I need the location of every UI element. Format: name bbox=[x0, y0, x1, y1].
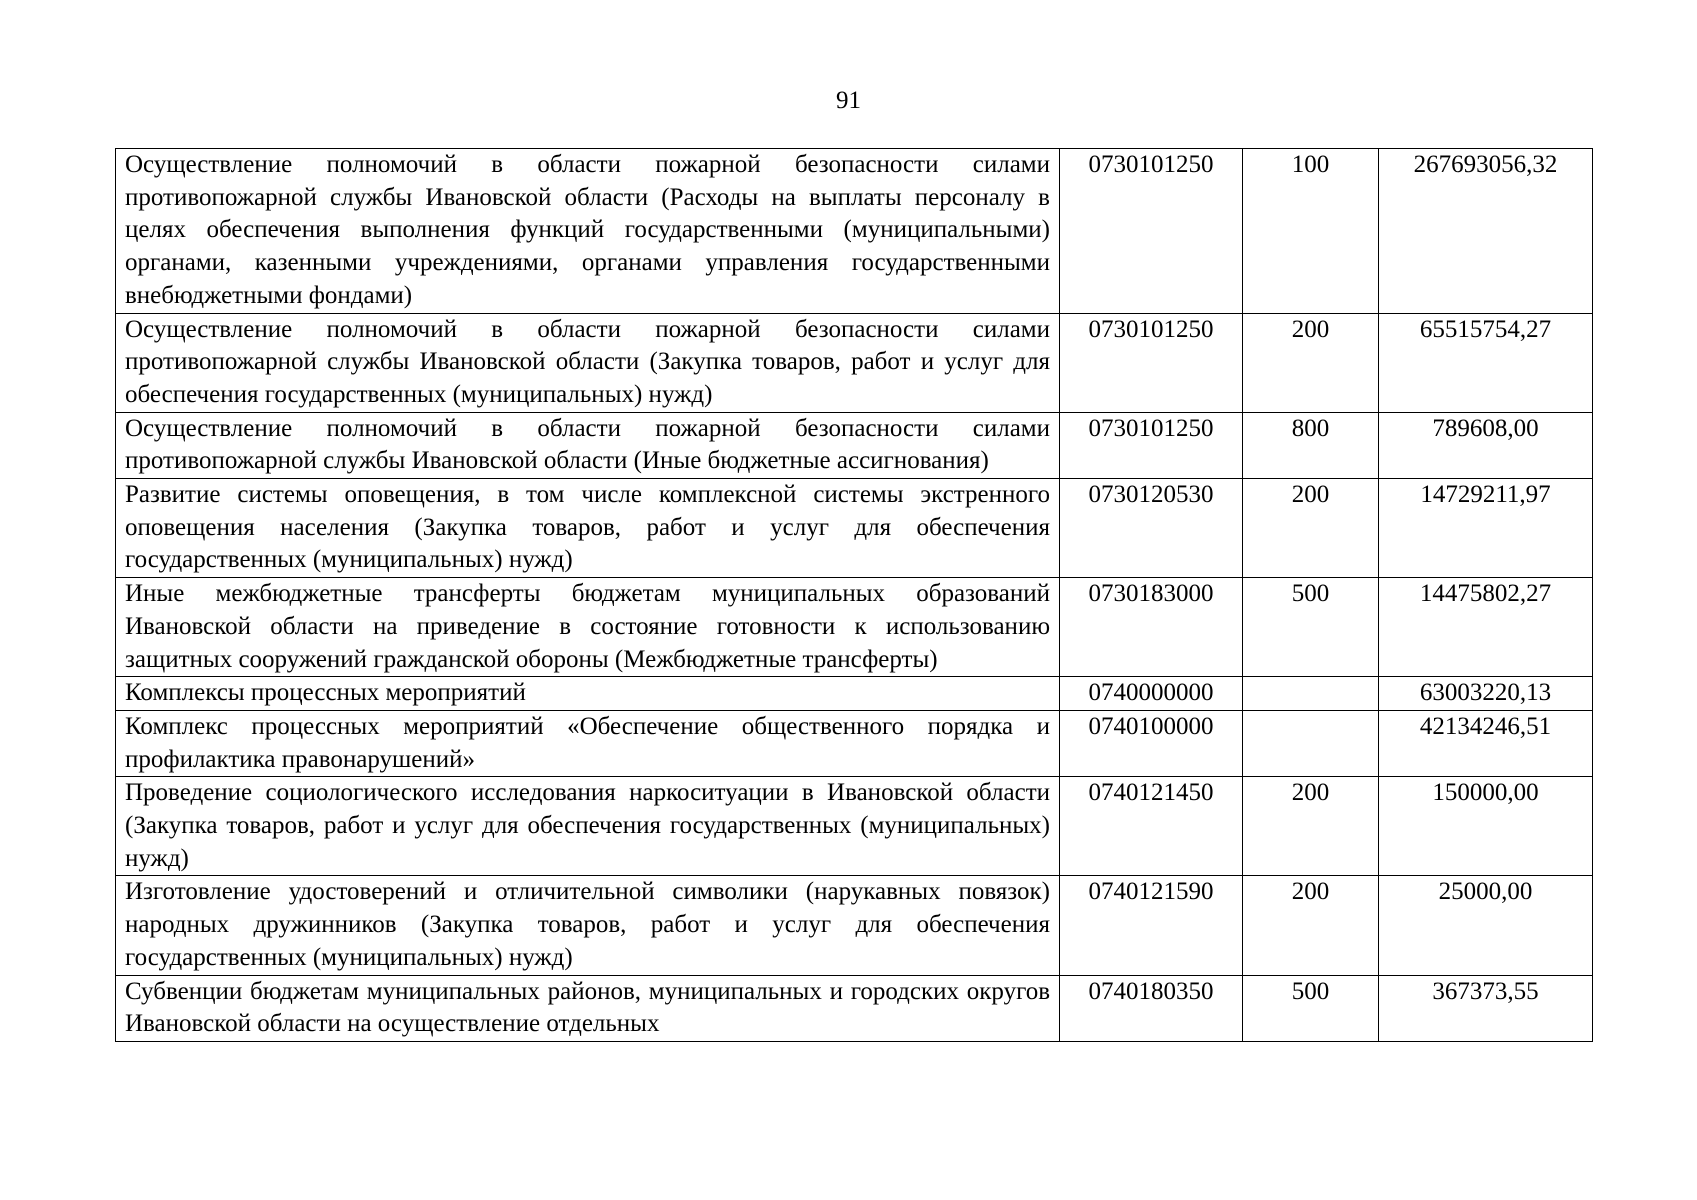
row-target-code: 0730183000 bbox=[1060, 578, 1243, 677]
row-target-code: 0740121450 bbox=[1060, 777, 1243, 876]
row-amount: 367373,55 bbox=[1379, 975, 1593, 1041]
row-target-code: 0730120530 bbox=[1060, 479, 1243, 578]
row-expense-type: 200 bbox=[1243, 479, 1379, 578]
row-description: Комплекс процессных мероприятий «Обеспечение общественного порядка и профилактика правонарушений» bbox=[116, 710, 1060, 776]
row-expense-type: 500 bbox=[1243, 975, 1379, 1041]
table-row bbox=[116, 876, 1593, 975]
row-target-code: 0730101250 bbox=[1060, 149, 1243, 314]
row-description: Иные межбюджетные трансферты бюджетам муниципальных образований Ивановской области на приведение в состояние готовности к использованию защитных сооружений гражданской обороны (Межбюджетные трансферты) bbox=[116, 578, 1060, 677]
row-amount: 65515754,27 bbox=[1379, 313, 1593, 412]
row-expense-type: 800 bbox=[1243, 412, 1379, 478]
row-amount: 14729211,97 bbox=[1379, 479, 1593, 578]
budget-table bbox=[115, 148, 1593, 1042]
row-description: Осуществление полномочий в области пожарной безопасности силами противопожарной службы Ивановской области (Закупка товаров, работ и услуг для обеспечения государственных (муниципальных) нужд) bbox=[116, 313, 1060, 412]
table-row bbox=[116, 710, 1593, 776]
row-description: Осуществление полномочий в области пожарной безопасности силами противопожарной службы Ивановской области (Расходы на выплаты персоналу в целях обеспечения выполнения функций государственными (муниципальными) органами, казенными учреждениями, органами управления государственными внебюджетными фондами) bbox=[116, 149, 1060, 314]
table-row bbox=[116, 149, 1593, 314]
table-row bbox=[116, 677, 1593, 711]
row-target-code: 0740180350 bbox=[1060, 975, 1243, 1041]
row-expense-type: 200 bbox=[1243, 876, 1379, 975]
row-description: Изготовление удостоверений и отличительной символики (нарукавных повязок) народных дружинников (Закупка товаров, работ и услуг для обеспечения государственных (муниципальных) нужд) bbox=[116, 876, 1060, 975]
row-description: Субвенции бюджетам муниципальных районов, муниципальных и городских округов Ивановской области на осуществление отдельных bbox=[116, 975, 1060, 1041]
row-target-code: 0730101250 bbox=[1060, 412, 1243, 478]
row-expense-type: 100 bbox=[1243, 149, 1379, 314]
row-expense-type: 500 bbox=[1243, 578, 1379, 677]
row-amount: 267693056,32 bbox=[1379, 149, 1593, 314]
row-expense-type: 200 bbox=[1243, 313, 1379, 412]
table-row bbox=[116, 412, 1593, 478]
page-number: 91 bbox=[836, 87, 861, 114]
row-amount: 25000,00 bbox=[1379, 876, 1593, 975]
table-row bbox=[116, 578, 1593, 677]
row-target-code: 0740000000 bbox=[1060, 677, 1243, 711]
table-row bbox=[116, 975, 1593, 1041]
table-row bbox=[116, 313, 1593, 412]
row-amount: 150000,00 bbox=[1379, 777, 1593, 876]
row-amount: 63003220,13 bbox=[1379, 677, 1593, 711]
row-description: Проведение социологического исследования наркоситуации в Ивановской области (Закупка товаров, работ и услуг для обеспечения государственных (муниципальных) нужд) bbox=[116, 777, 1060, 876]
table-row bbox=[116, 777, 1593, 876]
budget-table-body bbox=[116, 149, 1593, 1042]
row-expense-type bbox=[1243, 677, 1379, 711]
row-expense-type: 200 bbox=[1243, 777, 1379, 876]
row-target-code: 0740121590 bbox=[1060, 876, 1243, 975]
row-target-code: 0740100000 bbox=[1060, 710, 1243, 776]
row-target-code: 0730101250 bbox=[1060, 313, 1243, 412]
row-amount: 789608,00 bbox=[1379, 412, 1593, 478]
row-description: Комплексы процессных мероприятий bbox=[116, 677, 1060, 711]
row-amount: 42134246,51 bbox=[1379, 710, 1593, 776]
table-row bbox=[116, 479, 1593, 578]
row-description: Осуществление полномочий в области пожарной безопасности силами противопожарной службы Ивановской области (Иные бюджетные ассигнования) bbox=[116, 412, 1060, 478]
row-description: Развитие системы оповещения, в том числе комплексной системы экстренного оповещения населения (Закупка товаров, работ и услуг для обеспечения государственных (муниципальных) нужд) bbox=[116, 479, 1060, 578]
row-amount: 14475802,27 bbox=[1379, 578, 1593, 677]
row-expense-type bbox=[1243, 710, 1379, 776]
